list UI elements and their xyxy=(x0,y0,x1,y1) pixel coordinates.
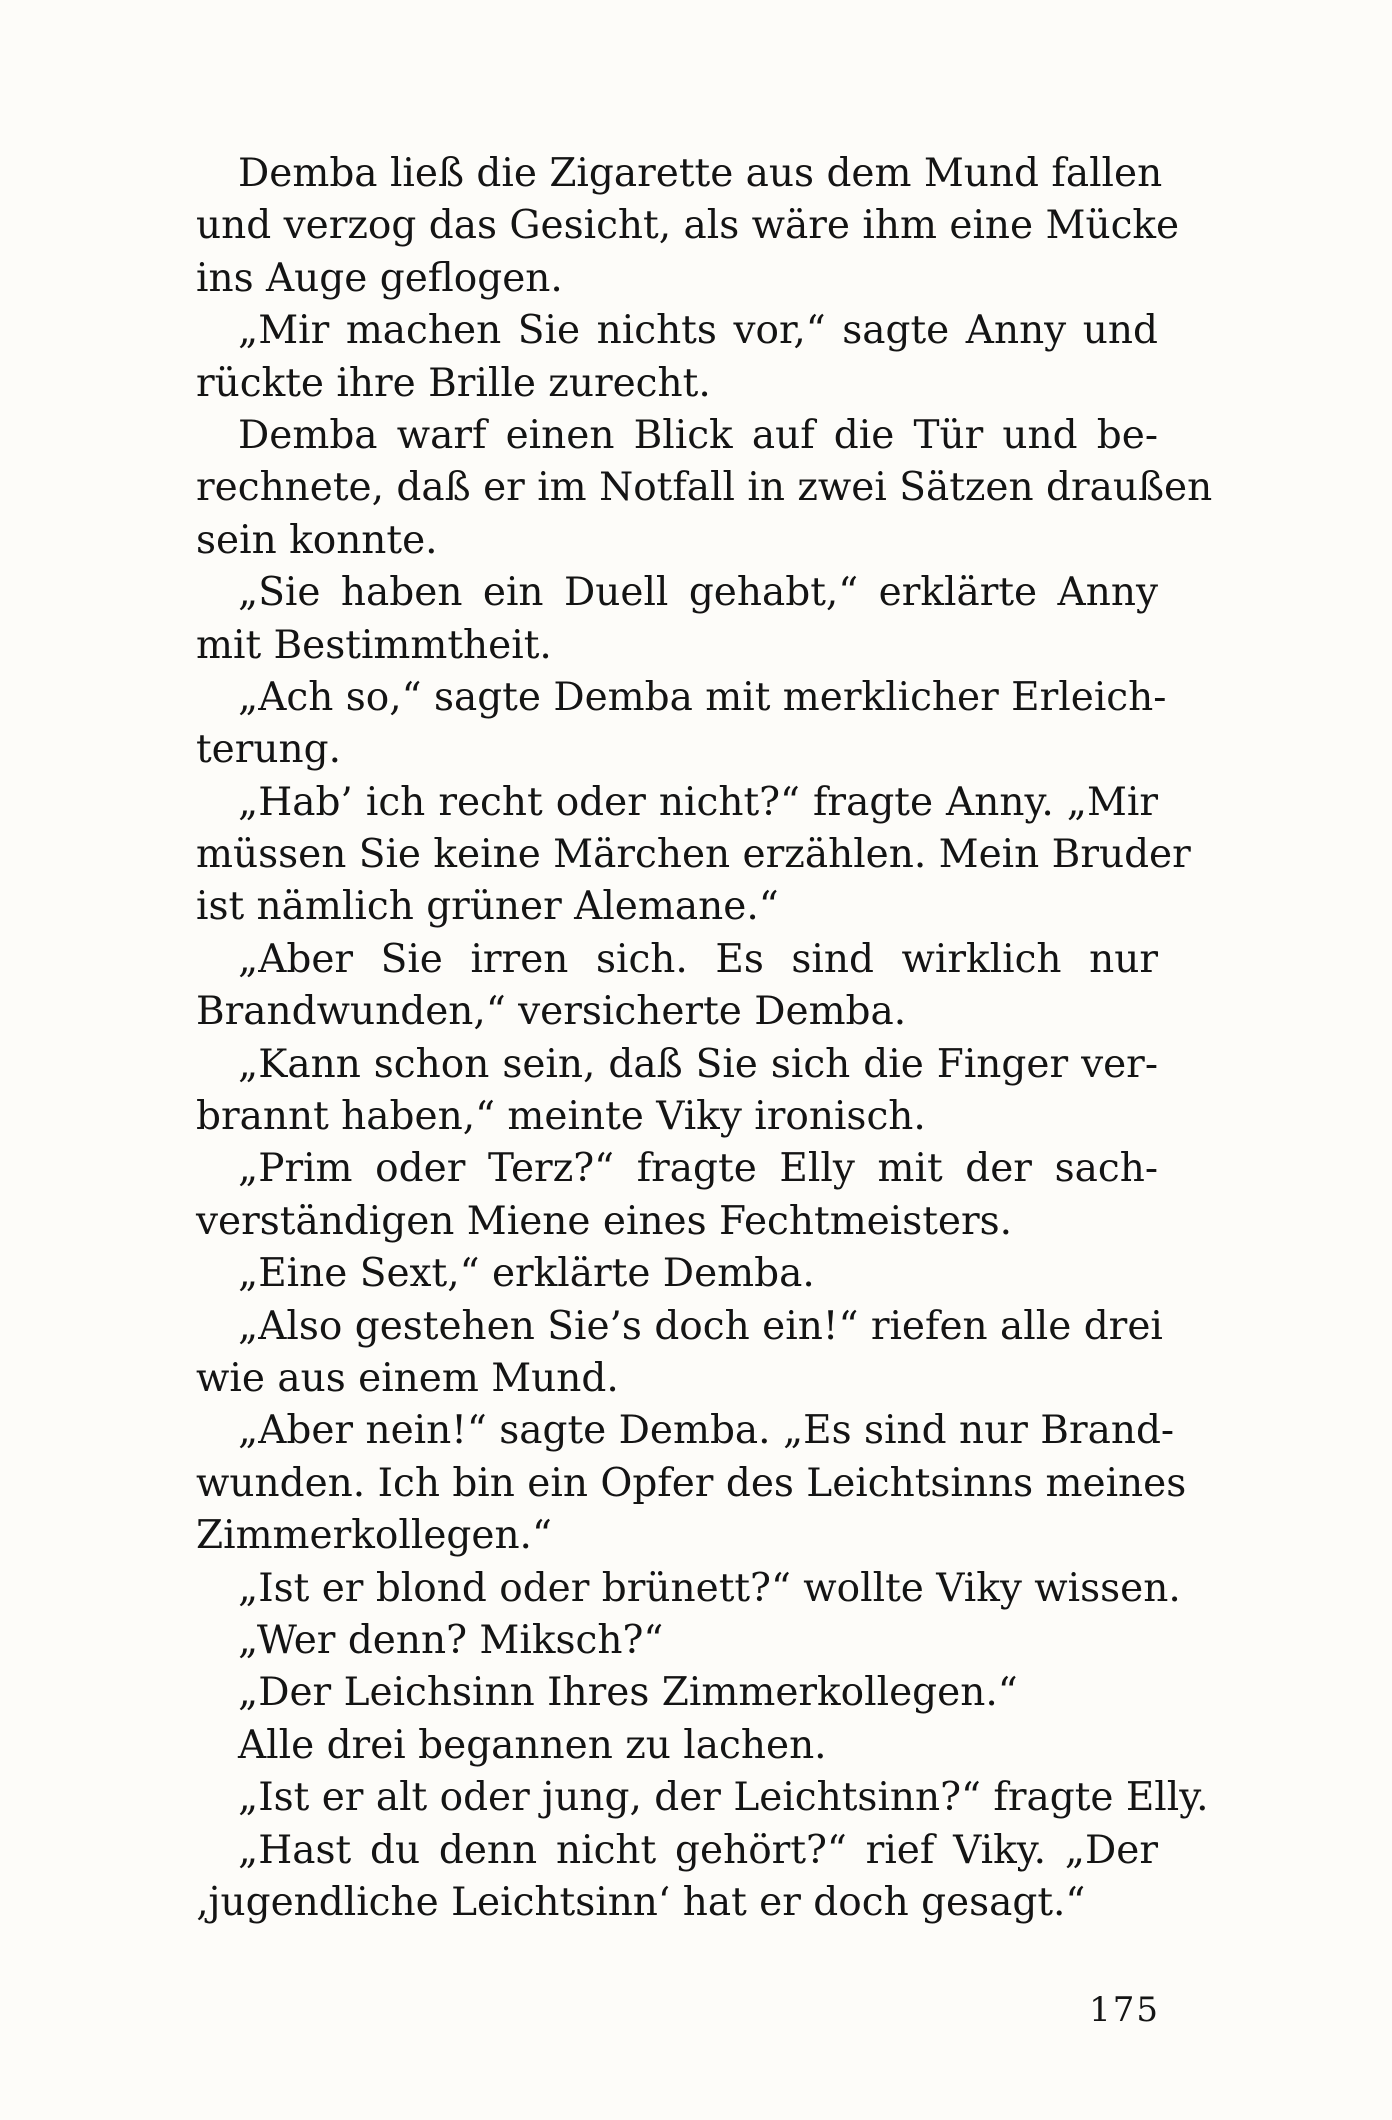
text-line: sein konnte. xyxy=(196,517,438,563)
text-line: ‚jugendliche Leichtsinn‘ hat er doch gesagt.“ xyxy=(196,1879,1086,1925)
text-line: „Wer denn? Miksch?“ xyxy=(238,1617,664,1663)
text-line: Alle drei begannen zu lachen. xyxy=(238,1722,827,1768)
text-line: mit Bestimmtheit. xyxy=(196,622,552,668)
text-line: ist nämlich grüner Alemane.“ xyxy=(196,884,779,930)
text-line: rechnete, daß er im Notfall in zwei Sätzen draußen xyxy=(196,465,1213,511)
text-line: „Prim oder Terz?“ fragte Elly mit der sach- xyxy=(238,1146,1158,1192)
text-line: „Aber nein!“ sagte Demba. „Es sind nur Brand- xyxy=(238,1408,1175,1454)
text-line: müssen Sie keine Märchen erzählen. Mein Bruder xyxy=(196,832,1191,878)
text-line: „Ist er alt oder jung, der Leichtsinn?“ fragte Elly. xyxy=(238,1775,1209,1821)
text-line: Brandwunden,“ versicherte Demba. xyxy=(196,989,907,1035)
text-line: „Eine Sext,“ erklärte Demba. xyxy=(238,1251,815,1297)
text-line: „Sie haben ein Duell gehabt,“ erklärte Anny xyxy=(238,570,1158,616)
text-line: rückte ihre Brille zurecht. xyxy=(196,360,711,406)
text-line: „Also gestehen Sie’s doch ein!“ riefen alle drei xyxy=(238,1303,1163,1349)
text-line: „Der Leichsinn Ihres Zimmerkollegen.“ xyxy=(238,1670,1018,1716)
text-line: Demba warf einen Blick auf die Tür und be- xyxy=(238,412,1158,458)
page-number: 175 xyxy=(1089,1990,1160,2030)
text-line: Zimmerkollegen.“ xyxy=(196,1513,552,1559)
text-line: brannt haben,“ meinte Viky ironisch. xyxy=(196,1094,926,1140)
text-line: wie aus einem Mund. xyxy=(196,1355,619,1401)
text-line: „Aber Sie irren sich. Es sind wirklich nur xyxy=(238,936,1158,982)
text-line: „Ist er blond oder brünett?“ wollte Viky wissen. xyxy=(238,1565,1181,1611)
body-text xyxy=(196,148,1213,1929)
text-line: und verzog das Gesicht, als wäre ihm eine Mücke xyxy=(196,203,1180,249)
text-line: „Ach so,“ sagte Demba mit merklicher Erleich- xyxy=(238,674,1167,720)
text-line: wunden. Ich bin ein Opfer des Leichtsinns meines xyxy=(196,1460,1187,1506)
text-line: terung. xyxy=(196,727,341,773)
text-line: „Hast du denn nicht gehört?“ rief Viky. „Der xyxy=(238,1827,1158,1873)
text-line: „Mir machen Sie nichts vor,“ sagte Anny und xyxy=(238,308,1158,354)
text-line: ins Auge geflogen. xyxy=(196,255,563,301)
text-line: Demba ließ die Zigarette aus dem Mund fallen xyxy=(238,151,1163,196)
text-line: verständigen Miene eines Fechtmeisters. xyxy=(196,1198,1013,1244)
text-line: „Kann schon sein, daß Sie sich die Finger ver- xyxy=(238,1041,1158,1087)
text-line: „Hab’ ich recht oder nicht?“ fragte Anny. „Mir xyxy=(238,779,1158,825)
